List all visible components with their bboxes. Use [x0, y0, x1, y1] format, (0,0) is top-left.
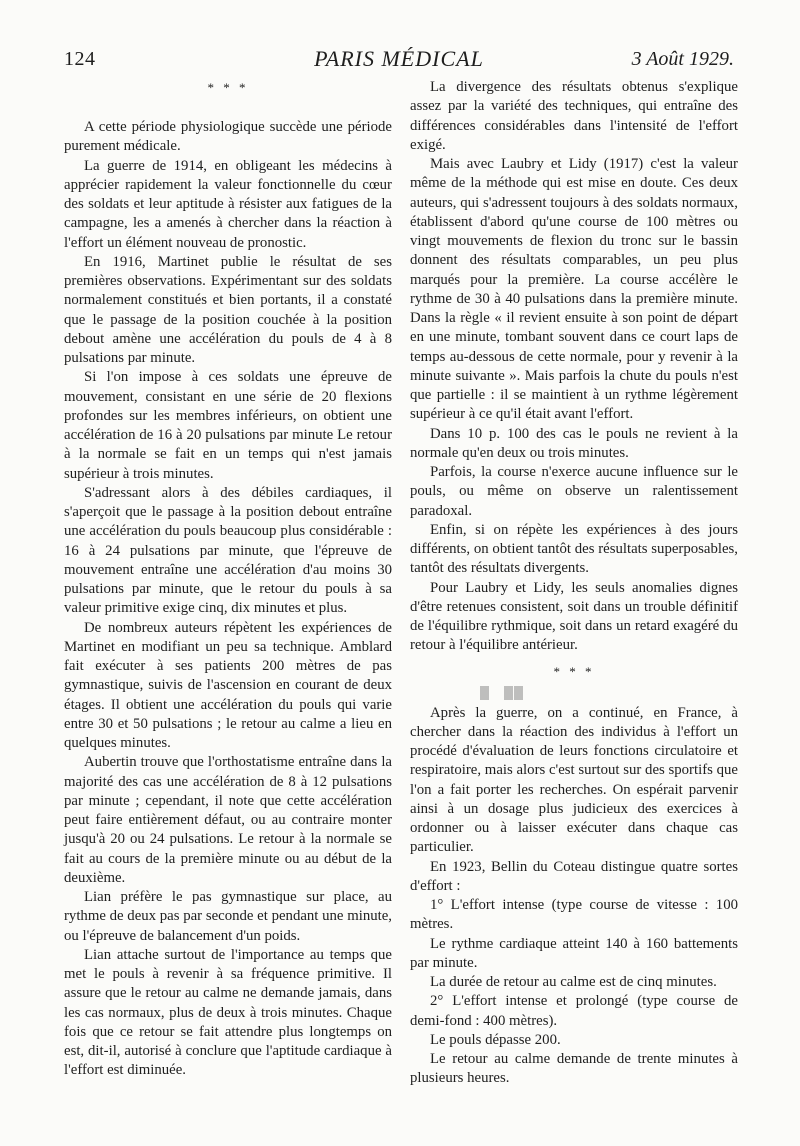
paragraph: En 1923, Bellin du Coteau distingue quatre sortes d'effort : [410, 858, 738, 894]
paragraph: Si l'on impose à ces soldats une épreuve de mouvement, consistant en une série de 20 flexions profondes sur les membres inférieurs, on obtient une accélération de 16 à 20 pulsations par minute Le retour à la normale se fait en un temps qui n'est jamais supérieur à trois minutes. [64, 369, 392, 482]
list-item: Le rythme cardiaque atteint 140 à 160 battements par minute. [410, 935, 738, 971]
paragraph: Lian attache surtout de l'importance au temps que met le pouls à revenir à sa fréquence primitive. Il assure que le retour au calme ne demande jamais, dans les cas normaux, plus de deux à trois minutes. Chaque fois que ce retour se fait attendre plus longtemps on est, dit-il, autorisé à conclure que l'aptitude cardiaque à l'effort est diminuée. [64, 946, 392, 1079]
right-column [410, 78, 738, 1089]
paragraph: Dans 10 p. 100 des cas le pouls ne revient à la normale qu'en deux ou trois minutes. [410, 425, 738, 461]
list-item: La durée de retour au calme est de cinq minutes. [430, 974, 717, 990]
asterism: * * * [207, 80, 249, 95]
issue-date: 3 Août 1929. [631, 48, 734, 70]
left-column [64, 78, 392, 1081]
journal-title: PARIS MÉDICAL [314, 46, 484, 71]
paragraph: En 1916, Martinet publie le résultat de ses premières observations. Expérimentant sur des soldats normalement constitués et bien portants, il a constaté que le passage de la position couchée à la position debout amène une accélération du pouls de 4 à 8 pulsations par minute. [64, 253, 392, 366]
print-smudge [480, 686, 524, 700]
paragraph: Lian préfère le pas gymnastique sur place, au rythme de deux pas par seconde et pendant une minute, ou l'épreuve de balancement d'un poids. [64, 889, 392, 944]
page-number: 124 [64, 48, 96, 70]
paragraph: De nombreux auteurs répètent les expériences de Martinet en modifiant un peu sa technique. Amblard fait exécuter à ses patients 200 mètres de pas gymnastique, suivis de l'ascension en courant de deux étages. Il obtient une accélération du pouls qui varie entre 30 et 50 pulsations ; le retour au calme a lieu en quelques minutes. [64, 619, 392, 751]
paragraph: La divergence des résultats obtenus s'explique assez par la variété des techniques, qui entraîne des différences considérables dans l'intensité de l'effort exigé. [410, 79, 738, 153]
list-item: Le pouls dépasse 200. [430, 1031, 561, 1048]
section-separator [410, 663, 738, 704]
paragraph: Pour Laubry et Lidy, les seuls anomalies dignes d'être retenues consistent, soit dans un trouble définitif de l'équilibre rythmique, soit dans un retard exagéré du retour à l'équilibre antérieur. [410, 579, 738, 654]
paragraph: Enfin, si on répète les expériences à des jours différents, on obtient tantôt des résultats superposables, tantôt des résultats divergents. [410, 521, 738, 577]
paragraph: Après la guerre, on a continué, en France, à chercher dans la réaction des individus à l'effort un procédé d'évaluation de leurs fonctions circulatoire et respiratoire, mais alors c'est surtout sur des sportifs que l'on a fait porter les recherches. On espérait parvenir ainsi à un dosage plus judicieux des exercices à ordonner ou à laisser exécuter dans chaque cas particulier. [410, 704, 738, 856]
paragraph: La guerre de 1914, en obligeant les médecins à apprécier rapidement la valeur fonctionnelle du cœur des soldats et leur aptitude à résister aux fatigues de la campagne, les a amenés à chercher dans la réaction à l'effort un élément nouveau de pronostic. [64, 157, 392, 251]
list-item: 2° L'effort intense et prolongé (type course de demi-fond : 400 mètres). [410, 993, 738, 1029]
list-item: 1° L'effort intense (type course de vitesse : 100 mètres. [410, 897, 738, 933]
paragraph: Aubertin trouve que l'orthostatisme entraîne dans la majorité des cas une accélération de 8 à 12 pulsations par minute ; cependant, il note que cette accélération peut faire entièrement défaut, ou au contraire monter jusqu'à 20 ou 24 pulsations. Le retour à la normale se fait au cours de la première minute ou au début de la deuxième. [64, 754, 392, 886]
page-header [64, 40, 734, 74]
section-separator [64, 78, 392, 118]
paragraph: S'adressant alors à des débiles cardiaques, il s'aperçoit que le passage à la position debout entraîne une accélération du pouls beaucoup plus considérable : 16 à 24 pulsations par minute, que l'épreuve de mouvement entraîne une accélération d'au moins 30 pulsations par minute, que le retour du pouls à sa valeur primitive exige cinq, dix minutes et plus. [64, 484, 392, 617]
paragraph: Mais avec Laubry et Lidy (1917) c'est la valeur même de la méthode qui est mise en doute. Ces deux auteurs, qui s'adressent toujours à des soldats normaux, établissent d'abord qu'une course de 100 mètres ou vingt mouvements de flexion du tronc sur le bassin donnent des résultats comparables, un peu plus marqués pour la première. La course accélère le rythme de 30 à 40 pulsations dans la première minute. Dans la règle « il revient ensuite à son point de départ en une minute, tombant souvent dans ce court laps de temps au-dessous de cette normale, pour y revenir à la minute suivante ». Mais parfois la chute du pouls n'est que partielle : il se maintient à un rythme légèrement supérieur à ce qu'il était avant l'effort. [410, 156, 738, 423]
list-item: Le retour au calme demande de trente minutes à plusieurs heures. [410, 1051, 738, 1087]
asterism: * * * [553, 663, 595, 679]
paragraph: Parfois, la course n'exerce aucune influence sur le pouls, ou même on observe un ralentissement paradoxal. [410, 464, 738, 519]
paragraph: A cette période physiologique succède une période purement médicale. [64, 119, 392, 155]
